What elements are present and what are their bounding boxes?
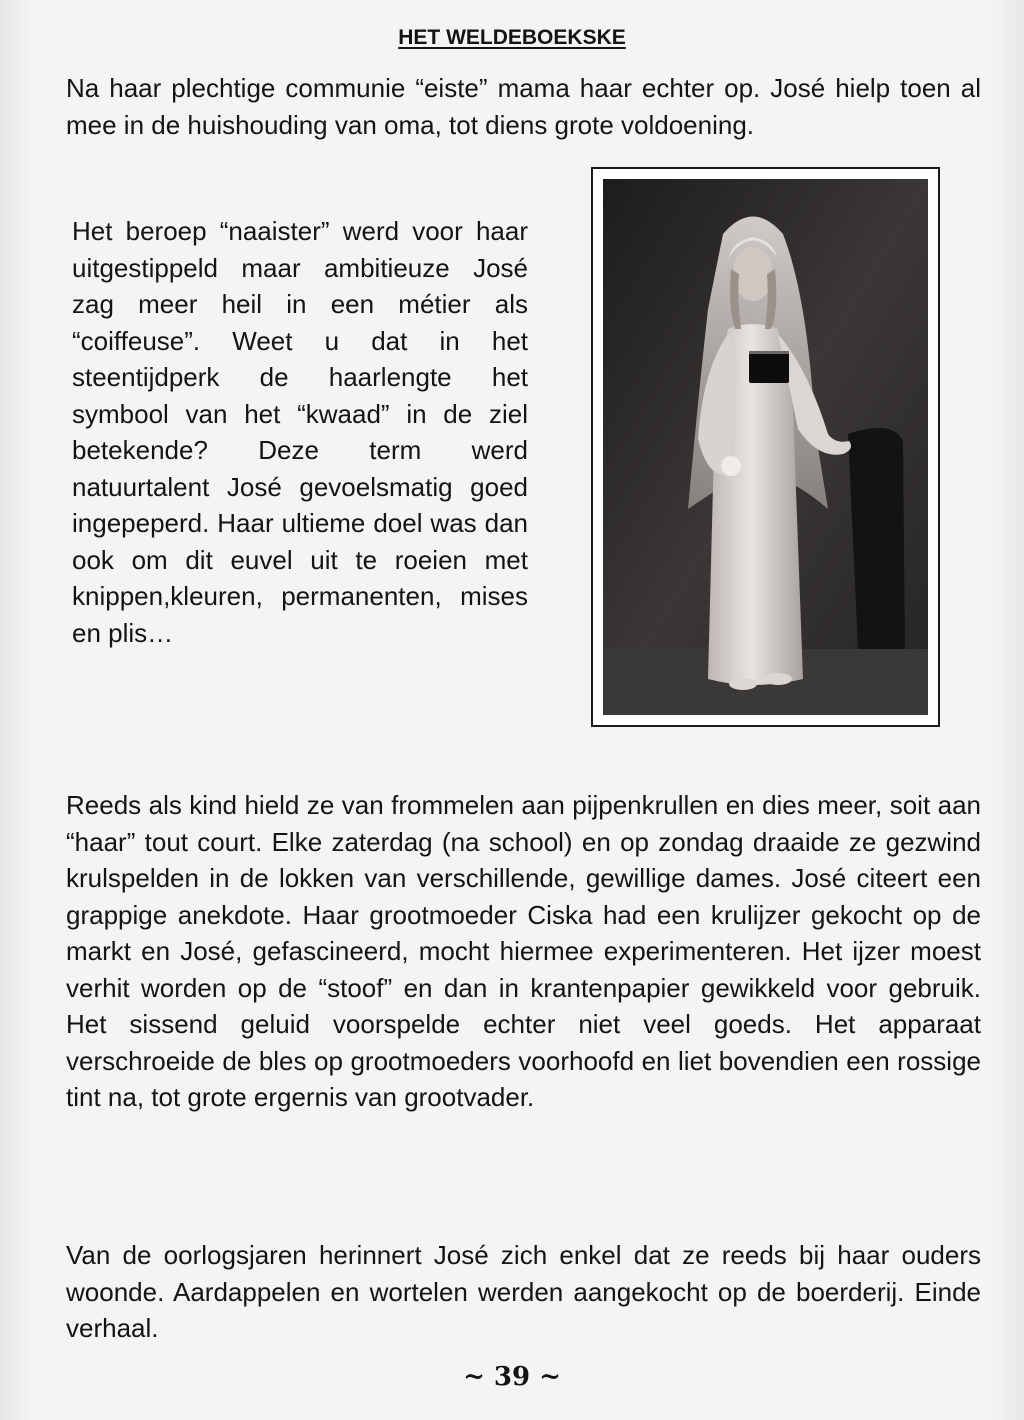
- page-header-title: HET WELDEBOEKSKE: [398, 26, 626, 49]
- paragraph-childhood-anecdote: Reeds als kind hield ze van frommelen aan pijpenkrullen en dies meer, soit aan “haar” tout court. Elke zaterdag (na school) en op zondag draaide ze gezwind krulspelden in de lokken van verschillende, gewillige dames. José citeert een grappige anekdote. Haar grootmoeder Ciska had een krulijzer gekocht op de markt en José, gefascineerd, mocht hiermee experimenteren. Het ijzer moest verhit worden op de “stoof” en dan in krantenpapier gewikkeld voor gebruik. Het sissend geluid voorspelde echter niet veel goeds. Het apparaat verschroeide de bles op grootmoeders voorhoofd en liet bovendien een rossige tint na, tot grote ergernis van grootvader.: [66, 790, 981, 1112]
- paragraph-communion: Na haar plechtige communie “eiste” mama haar echter op. José hielp toen al mee in de huishouding van oma, tot diens grote voldoening.: [66, 73, 981, 140]
- paragraph-war-years: Van de oorlogsjaren herinnert José zich enkel dat ze reeds bij haar ouders woonde. Aardappelen en wortelen werden aangekocht op de boerderij. Einde verhaal.: [66, 1240, 981, 1343]
- photo-frame: [591, 167, 940, 727]
- paragraph-profession: Het beroep “naaister” werd voor haar uitgestippeld maar ambitieuze José zag meer heil in een métier als “coiffeuse”. Weet u dat in het steentijdperk de haarlengte het symbool van het “kwaad” in de ziel betekende? Deze term werd natuurtalent José gevoelsmatig goed ingepeperd. Haar ultieme doel was dan ook om dit euvel uit te roeien met knippen,kleuren, permanenten, mises en plis…: [72, 216, 528, 648]
- communion-girl-photo-icon: [603, 179, 928, 715]
- page-number: ~ 39 ~: [463, 1362, 561, 1392]
